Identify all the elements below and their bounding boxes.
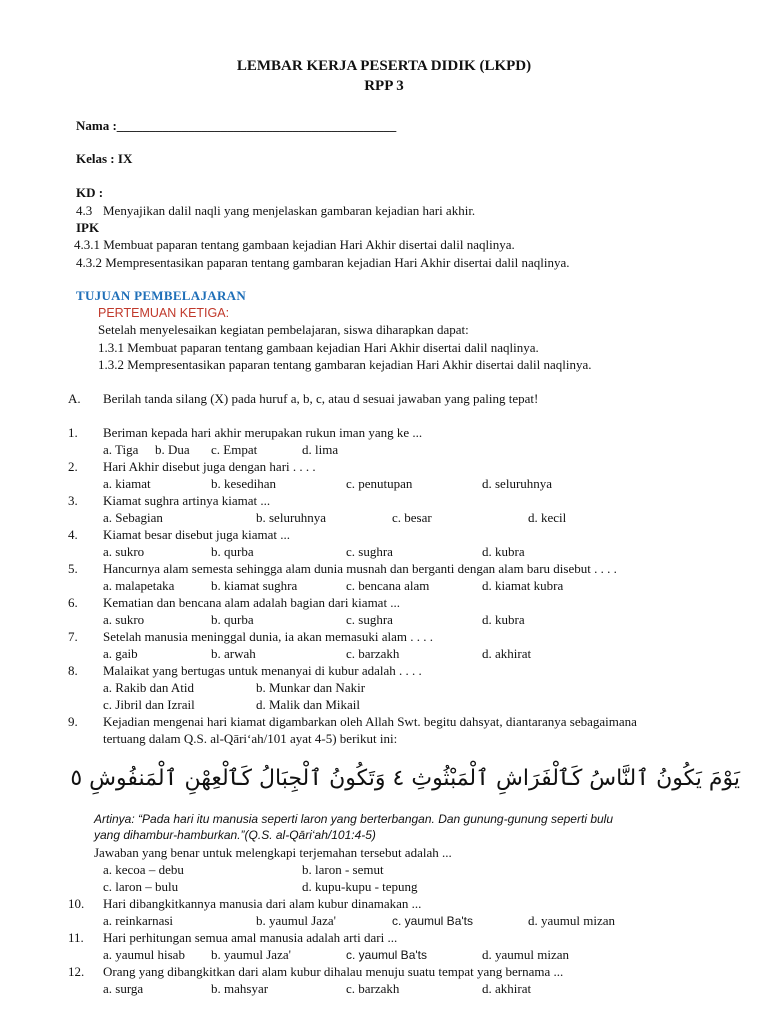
option[interactable]: d. kubra — [482, 612, 525, 627]
question-number: 9. — [68, 714, 78, 729]
option[interactable]: a. Sebagian — [103, 510, 163, 525]
option[interactable]: d. Malik dan Mikail — [256, 697, 360, 712]
question-number: 11. — [68, 930, 84, 945]
question-number: 3. — [68, 493, 78, 508]
option[interactable]: d. kiamat kubra — [482, 578, 564, 593]
option[interactable]: a. sukro — [103, 544, 145, 559]
option[interactable]: b. seluruhnya — [256, 510, 327, 525]
option[interactable]: b. qurba — [211, 544, 254, 559]
option[interactable]: d. kubra — [482, 544, 525, 559]
question-number: 8. — [68, 663, 78, 678]
question-text: Setelah manusia meninggal dunia, ia akan memasuki alam . . . . — [103, 629, 433, 644]
option[interactable]: a. kiamat — [103, 476, 151, 491]
option[interactable]: d. yaumul mizan — [482, 947, 570, 962]
page-subtitle: RPP 3 — [364, 78, 404, 94]
verse-translation: yang dihambur-hamburkan.”(Q.S. al-Qāri‘ah/101:4-5) — [94, 828, 376, 842]
option[interactable]: c. Empat — [211, 442, 258, 457]
question-text: Kiamat besar disebut juga kiamat ... — [103, 527, 291, 542]
kd-text: Menyajikan dalil naqli yang menjelaskan gambaran kejadian hari akhir. — [103, 203, 476, 218]
question-text: Orang yang dibangkitkan dari alam kubur dihalau menuju suatu tempat yang bernama ... — [103, 964, 564, 979]
option[interactable]: b. Dua — [155, 442, 190, 457]
pertemuan-heading: PERTEMUAN KETIGA: — [98, 306, 230, 320]
option[interactable]: d. kupu-kupu - tepung — [302, 879, 418, 894]
tujuan-heading: TUJUAN PEMBELAJARAN — [76, 288, 247, 303]
ipk-label: IPK — [76, 220, 100, 235]
question-number: 7. — [68, 629, 78, 644]
question-text: Hari dibangkitkannya manusia dari alam kubur dinamakan ... — [103, 896, 422, 911]
ipk-item: 4.3.2 Mempresentasikan paparan tentang gambaran kejadian Hari Akhir disertai dalil naqlinya. — [76, 255, 570, 270]
question-number: 2. — [68, 459, 78, 474]
option[interactable]: d. seluruhnya — [482, 476, 553, 491]
question-text: Kiamat sughra artinya kiamat ... — [103, 493, 271, 508]
question-text: Hari Akhir disebut juga dengan hari . . . . — [103, 459, 316, 474]
option[interactable]: c. besar — [392, 510, 432, 525]
tujuan-item: 1.3.2 Mempresentasikan paparan tentang gambaran kejadian Hari Akhir disertai dalil naqlinya. — [98, 357, 592, 372]
question-number: 1. — [68, 425, 78, 440]
section-instruction: Berilah tanda silang (X) pada huruf a, b, c, atau d sesuai jawaban yang paling tepat! — [103, 391, 539, 406]
question-text: Beriman kepada hari akhir merupakan rukun iman yang ke ... — [103, 425, 423, 440]
option[interactable]: c. penutupan — [346, 476, 413, 491]
kd-label: KD : — [76, 185, 104, 200]
option[interactable]: c. barzakh — [346, 981, 400, 996]
option[interactable]: b. kesedihan — [211, 476, 276, 491]
question-text: Hari perhitungan semua amal manusia adalah arti dari ... — [103, 930, 398, 945]
class-field: Kelas : IX — [76, 151, 133, 166]
question-number: 12. — [68, 964, 85, 979]
option[interactable]: c. barzakh — [346, 646, 400, 661]
option[interactable]: c. bencana alam — [346, 578, 430, 593]
option[interactable]: c. sughra — [346, 544, 393, 559]
option[interactable]: a. sukro — [103, 612, 145, 627]
option[interactable]: a. kecoa – debu — [103, 862, 184, 877]
ipk-item: 4.3.1 Membuat paparan tentang gambaan kejadian Hari Akhir disertai dalil naqlinya. — [74, 237, 515, 252]
option[interactable]: b. laron - semut — [302, 862, 384, 877]
option[interactable]: d. kecil — [528, 510, 567, 525]
name-field: Nama :___________________________________________ — [76, 118, 397, 133]
question-text: Kematian dan bencana alam adalah bagian dari kiamat ... — [103, 595, 401, 610]
tujuan-item: 1.3.1 Membuat paparan tentang gambaan kejadian Hari Akhir disertai dalil naqlinya. — [98, 340, 539, 355]
option[interactable]: d. yaumul mizan — [528, 913, 616, 928]
option[interactable]: a. gaib — [103, 646, 138, 661]
section-letter: A. — [68, 391, 81, 406]
option[interactable]: b. yaumul Jaza' — [256, 913, 336, 928]
verse-translation: Artinya: “Pada hari itu manusia seperti laron yang berterbangan. Dan gunung-gunung seperti bulu — [94, 812, 613, 826]
question-number: 10. — [68, 896, 85, 911]
option[interactable]: b. Munkar dan Nakir — [256, 680, 366, 695]
question-prompt: Jawaban yang benar untuk melengkapi terjemahan tersebut adalah ... — [94, 845, 452, 860]
option[interactable]: a. surga — [103, 981, 144, 996]
option[interactable]: a. malapetaka — [103, 578, 175, 593]
arabic-verse: يَوْمَ يَكُونُ ٱلنَّاسُ كَٱلْفَرَاشِ ٱلْمَبْثُوثِ ٤ وَتَكُونُ ٱلْجِبَالُ كَٱلْعِهْنِ ٱلْمَنفُوشِ ٥ — [70, 766, 740, 791]
option[interactable]: b. mahsyar — [211, 981, 269, 996]
tujuan-intro: Setelah menyelesaikan kegiatan pembelajaran, siswa diharapkan dapat: — [98, 322, 469, 337]
option[interactable]: c. yaumul Ba'ts — [346, 948, 427, 962]
option[interactable]: d. lima — [302, 442, 339, 457]
question-text-continued: tertuang dalam Q.S. al-Qāri‘ah/101 ayat 4-5) berikut ini: — [103, 731, 398, 746]
option[interactable]: b. arwah — [211, 646, 256, 661]
option[interactable]: a. reinkarnasi — [103, 913, 174, 928]
option[interactable]: d. akhirat — [482, 981, 532, 996]
option[interactable]: c. Jibril dan Izrail — [103, 697, 195, 712]
question-text: Malaikat yang bertugas untuk menanyai di kubur adalah . . . . — [103, 663, 422, 678]
page-title: LEMBAR KERJA PESERTA DIDIK (LKPD) — [236, 58, 532, 74]
question-text: Kejadian mengenai hari kiamat digambarkan oleh Allah Swt. begitu dahsyat, diantaranya sebagaimana — [103, 714, 637, 729]
option[interactable]: a. yaumul hisab — [103, 947, 185, 962]
kd-number: 4.3 — [76, 203, 93, 218]
question-number: 4. — [68, 527, 78, 542]
option[interactable]: a. Rakib dan Atid — [103, 680, 194, 695]
option[interactable]: a. Tiga — [103, 442, 139, 457]
option[interactable]: b. kiamat sughra — [211, 578, 298, 593]
option[interactable]: c. yaumul Ba'ts — [392, 914, 473, 928]
question-text: Hancurnya alam semesta sehingga alam dunia musnah dan berganti dengan alam baru disebut . . . . — [103, 561, 617, 576]
option[interactable]: d. akhirat — [482, 646, 532, 661]
option[interactable]: b. qurba — [211, 612, 254, 627]
question-number: 5. — [68, 561, 78, 576]
question-number: 6. — [68, 595, 78, 610]
option[interactable]: b. yaumul Jaza' — [211, 947, 291, 962]
option[interactable]: c. sughra — [346, 612, 393, 627]
option[interactable]: c. laron – bulu — [103, 879, 179, 894]
